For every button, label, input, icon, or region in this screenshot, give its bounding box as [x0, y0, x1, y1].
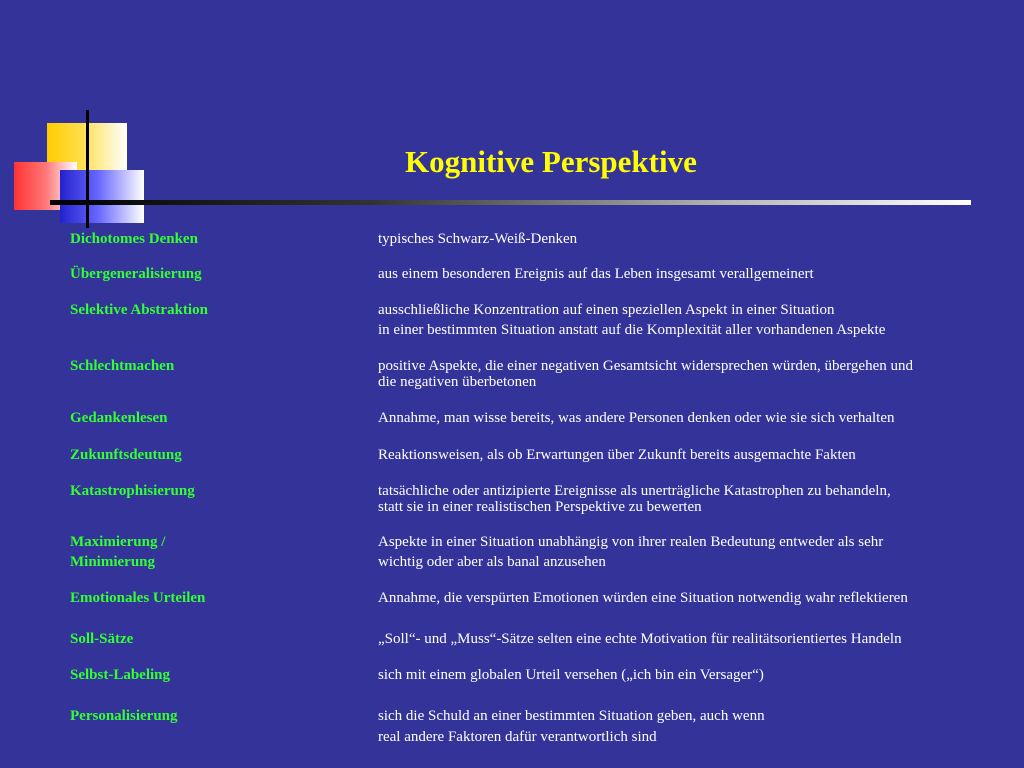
term-soll-saetze: Soll-Sätze: [70, 631, 134, 647]
desc-maximierung-2: wichtig oder aber als banal anzusehen: [378, 554, 606, 570]
term-uebergeneralisierung: Übergeneralisierung: [70, 266, 202, 282]
term-selektive-abstraktion: Selektive Abstraktion: [70, 302, 208, 318]
desc-soll-saetze: „Soll“- und „Muss“-Sätze selten eine echte Motivation für realitätsorientiertes Handeln: [378, 631, 902, 647]
term-schlechtmachen: Schlechtmachen: [70, 358, 175, 374]
term-gedankenlesen: Gedankenlesen: [70, 410, 168, 426]
desc-schlechtmachen: positive Aspekte, die einer negativen Gesamtsicht widersprechen würden, übergehen und: [378, 358, 913, 374]
desc-dichotomes-denken: typisches Schwarz-Weiß-Denken: [378, 231, 578, 247]
term-katastrophisierung: Katastrophisierung: [70, 483, 195, 499]
desc-personalisierung: sich die Schuld an einer bestimmten Situation geben, auch wenn: [378, 708, 765, 724]
desc-maximierung: Aspekte in einer Situation unabhängig von ihrer realen Bedeutung entweder als sehr: [378, 534, 884, 550]
desc-gedankenlesen: Annahme, man wisse bereits, was andere Personen denken oder wie sie sich verhalten: [378, 410, 895, 426]
desc-schlechtmachen-2: die negativen überbetonen: [378, 374, 537, 390]
desc-emotionales-urteilen: Annahme, die verspürten Emotionen würden eine Situation notwendig wahr reflektieren: [378, 590, 908, 606]
desc-katastrophisierung-2: statt sie in einer realistischen Perspektive zu bewerten: [378, 499, 702, 515]
term-emotionales-urteilen: Emotionales Urteilen: [70, 590, 206, 606]
desc-personalisierung-2: real andere Faktoren dafür verantwortlich sind: [378, 729, 657, 745]
desc-selektive-abstraktion-2: in einer bestimmten Situation anstatt auf die Komplexität aller vorhandenen Aspekte: [378, 322, 886, 338]
term-selbst-labeling: Selbst-Labeling: [70, 667, 171, 683]
desc-selbst-labeling: sich mit einem globalen Urteil versehen („ich bin ein Versager“): [378, 667, 764, 683]
term-zukunftsdeutung: Zukunftsdeutung: [70, 447, 182, 463]
desc-zukunftsdeutung: Reaktionsweisen, als ob Erwartungen über Zukunft bereits ausgemachte Fakten: [378, 447, 856, 463]
term-personalisierung: Personalisierung: [70, 708, 178, 724]
term-minimierung: Minimierung: [70, 554, 155, 570]
term-maximierung: Maximierung /: [70, 534, 166, 550]
desc-uebergeneralisierung: aus einem besonderen Ereignis auf das Leben insgesamt verallgemeinert: [378, 266, 814, 282]
title-underline: [50, 200, 971, 205]
term-dichotomes-denken: Dichotomes Denken: [70, 231, 198, 247]
desc-selektive-abstraktion: ausschließliche Konzentration auf einen speziellen Aspekt in einer Situation: [378, 302, 835, 318]
decor-blue-square: [60, 170, 144, 223]
slide-title: Kognitive Perspektive: [405, 144, 697, 179]
desc-katastrophisierung: tatsächliche oder antizipierte Ereignisse als unerträgliche Katastrophen zu behandeln,: [378, 483, 891, 499]
decor-vertical-line: [86, 110, 89, 228]
